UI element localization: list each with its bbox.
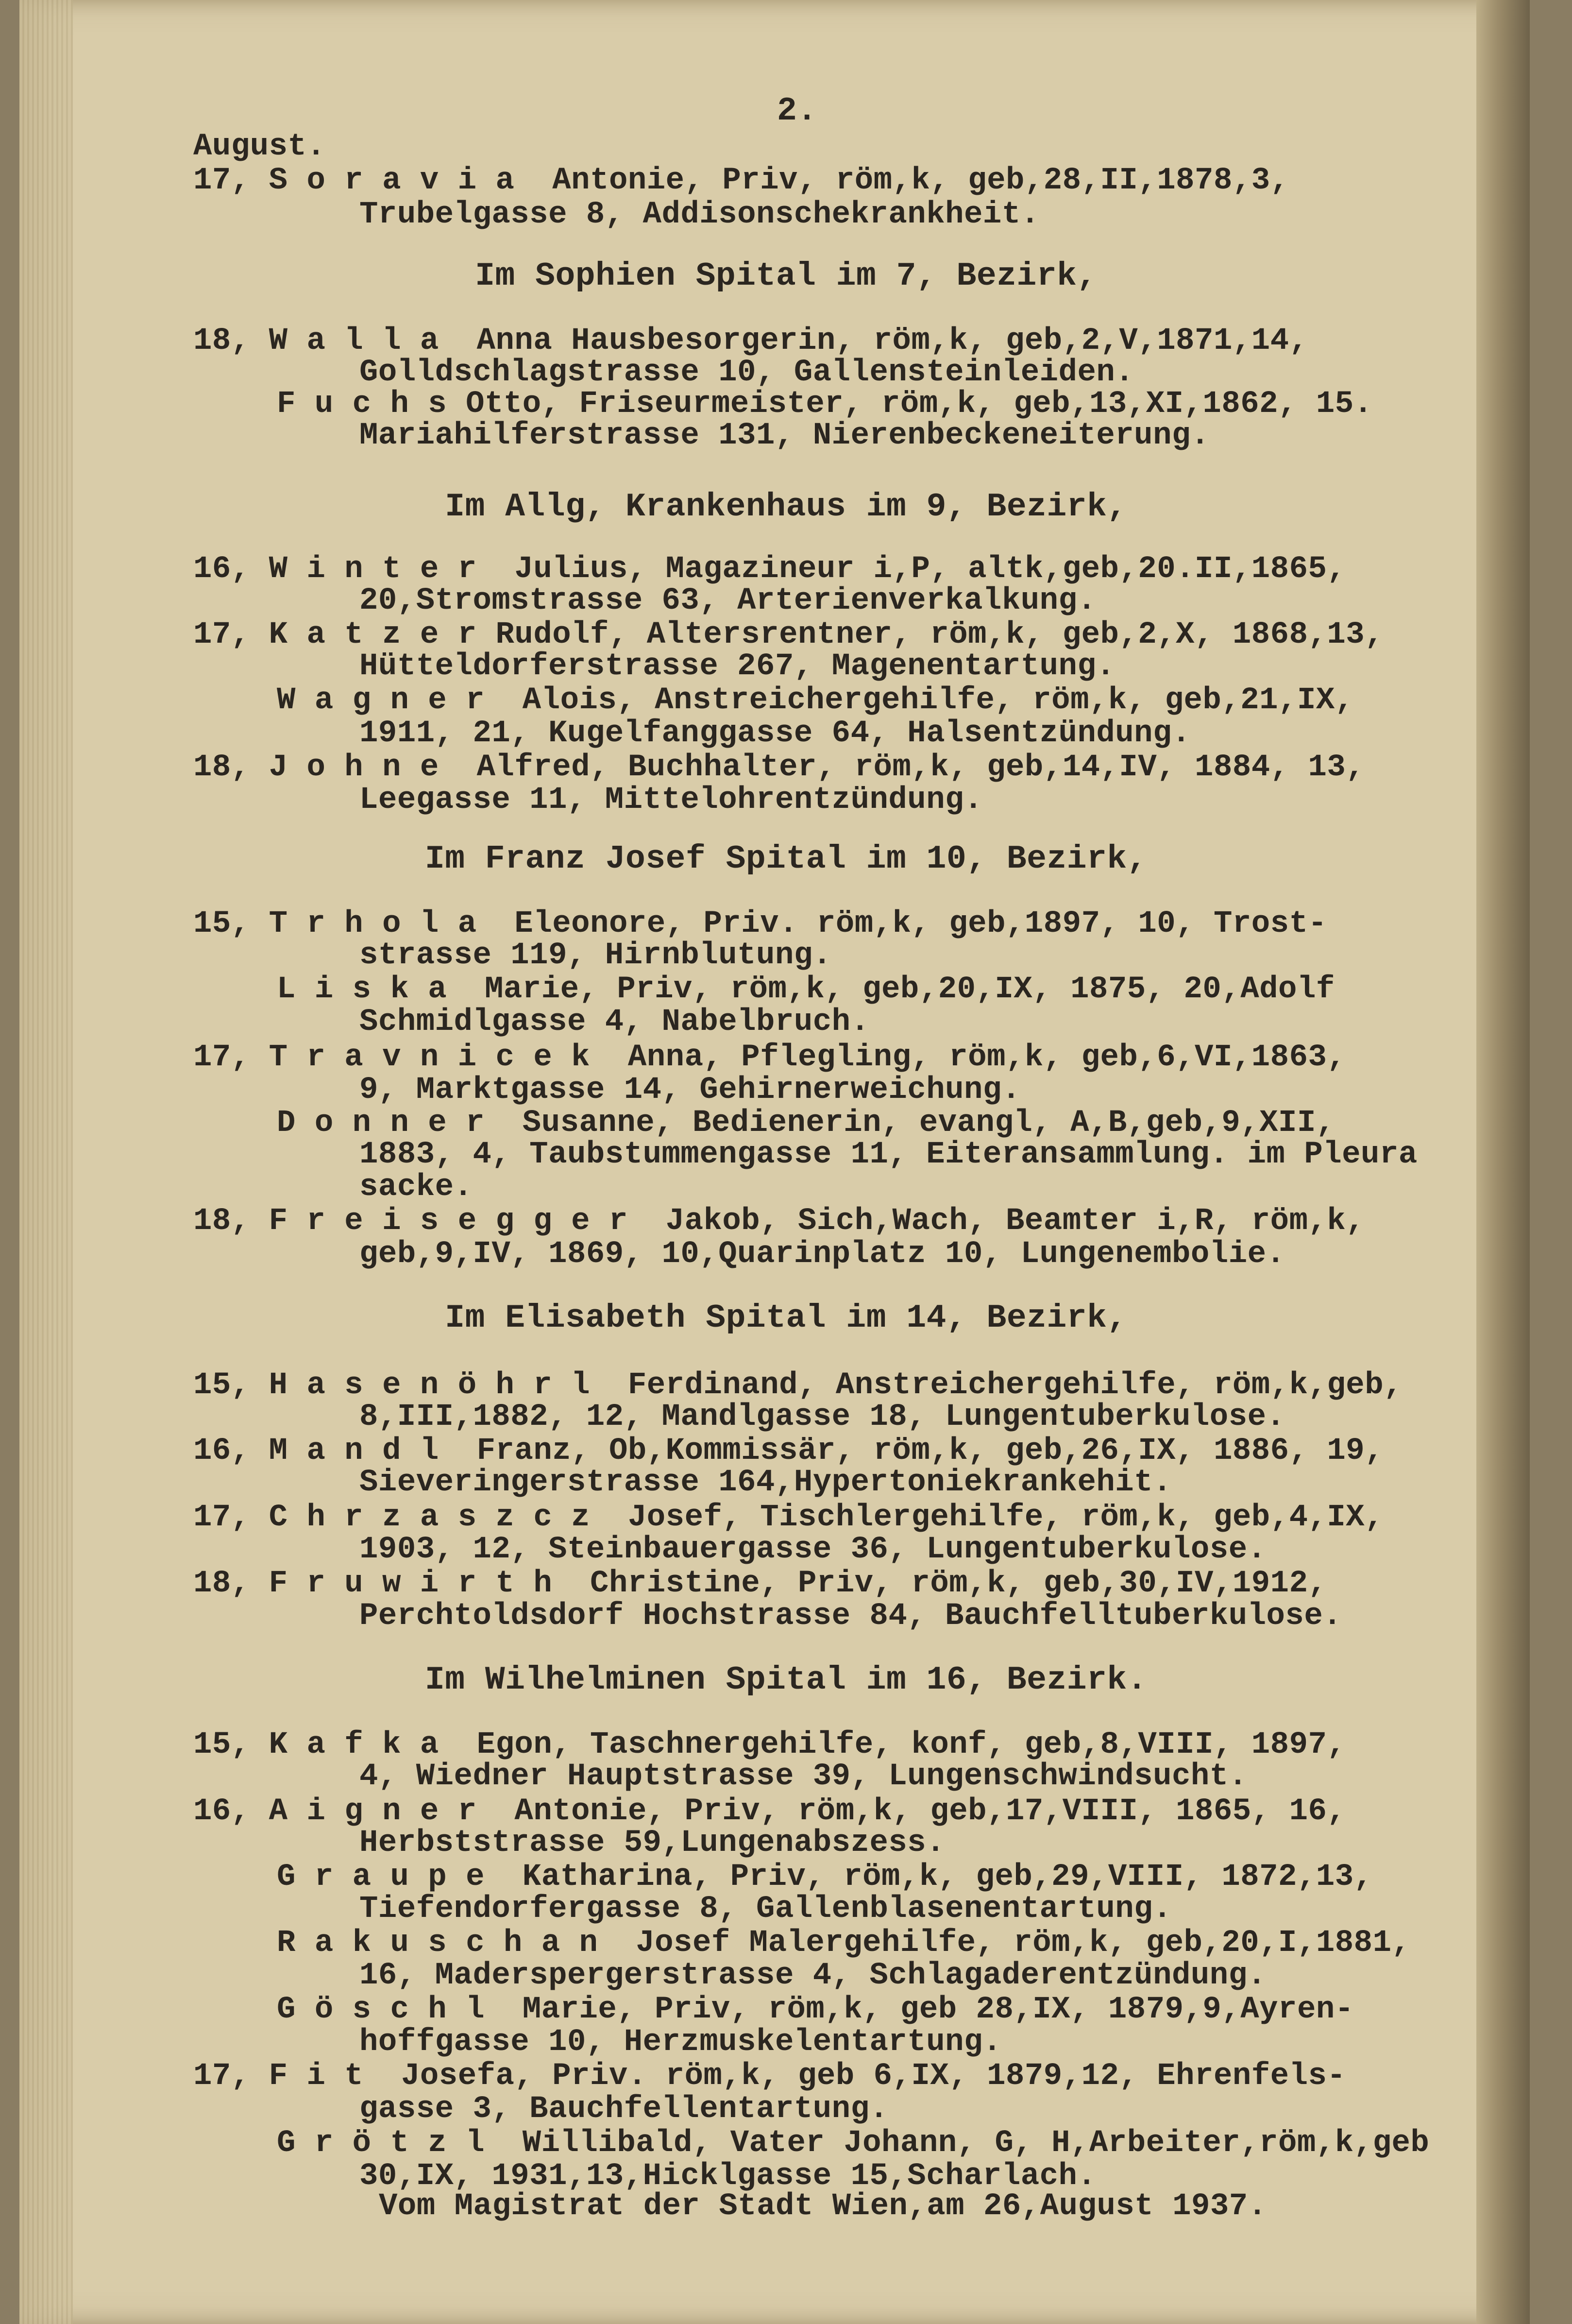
entry-line: 16, A i g n e r Antonie, Priv, röm,k, geb,17,VIII, 1865, 16, bbox=[193, 1794, 1346, 1829]
entry-line: 16, M a n d l Franz, Ob,Kommissär, röm,k, geb,26,IX, 1886, 19, bbox=[193, 1434, 1384, 1469]
entry-line: 18, J o h n e Alfred, Buchhalter, röm,k, geb,14,IV, 1884, 13, bbox=[193, 750, 1365, 785]
entry-line: Leegasse 11, Mittelohrentzündung. bbox=[359, 783, 983, 818]
entry-line: 1903, 12, Steinbauergasse 36, Lungentuberkulose. bbox=[359, 1532, 1267, 1567]
entry-line: 1911, 21, Kugelfanggasse 64, Halsentzündung. bbox=[359, 716, 1191, 751]
entry-line: 16, W i n t e r Julius, Magazineur i,P, altk,geb,20.II,1865, bbox=[193, 552, 1346, 587]
entry-line: 18, W a l l a Anna Hausbesorgerin, röm,k, geb,2,V,1871,14, bbox=[193, 324, 1308, 359]
entry-line: 18, F r u w i r t h Christine, Priv, röm,k, geb,30,IV,1912, bbox=[193, 1566, 1327, 1601]
entry-line: G ö s c h l Marie, Priv, röm,k, geb 28,IX, 1879,9,Ayren- bbox=[277, 1992, 1354, 2027]
entry-line: Mariahilferstrasse 131, Nierenbeckeneiterung. bbox=[359, 418, 1210, 453]
entry-line: 17, F i t Josefa, Priv. röm,k, geb 6,IX, 1879,12, Ehrenfels- bbox=[193, 2059, 1346, 2094]
entry-line: sacke. bbox=[359, 1170, 473, 1205]
entry-line: Trubelgasse 8, Addisonschekrankheit. bbox=[359, 197, 1040, 232]
entry-line: gasse 3, Bauchfellentartung. bbox=[359, 2092, 889, 2127]
entry-line: 17, K a t z e r Rudolf, Altersrentner, röm,k, geb,2,X, 1868,13, bbox=[193, 617, 1384, 652]
entry-line: 20,Stromstrasse 63, Arterienverkalkung. bbox=[359, 583, 1097, 618]
entry-line: hoffgasse 10, Herzmuskelentartung. bbox=[359, 2025, 1002, 2060]
entry-line: Herbststrasse 59,Lungenabszess. bbox=[359, 1826, 946, 1861]
entry-line: Hütteldorferstrasse 267, Magenentartung. bbox=[359, 649, 1116, 684]
section-heading: Im Elisabeth Spital im 14, Bezirk, bbox=[445, 1299, 1127, 1337]
entry-line: 15, H a s e n ö h r l Ferdinand, Anstreichergehilfe, röm,k,geb, bbox=[193, 1368, 1403, 1403]
entry-line: L i s k a Marie, Priv, röm,k, geb,20,IX, 1875, 20,Adolf bbox=[277, 972, 1335, 1007]
entry-line: G r ö t z l Willibald, Vater Johann, G, H,Arbeiter,röm,k,geb bbox=[277, 2126, 1430, 2161]
entry-line: W a g n e r Alois, Anstreichergehilfe, röm,k, geb,21,IX, bbox=[277, 683, 1354, 718]
entry-line: geb,9,IV, 1869, 10,Quarinplatz 10, Lungenembolie. bbox=[359, 1237, 1285, 1272]
entry-line: 17, C h r z a s z c z Josef, Tischlergehilfe, röm,k, geb,4,IX, bbox=[193, 1500, 1384, 1535]
entry-line: Schmidlgasse 4, Nabelbruch. bbox=[359, 1005, 870, 1040]
entry-line: 1883, 4, Taubstummengasse 11, Eiteransammlung. im Pleura bbox=[359, 1137, 1418, 1172]
entry-line: 18, F r e i s e g g e r Jakob, Sich,Wach, Beamter i,R, röm,k, bbox=[193, 1204, 1365, 1239]
closing-line: Vom Magistrat der Stadt Wien,am 26,August 1937. bbox=[379, 2189, 1267, 2224]
entry-line: 8,III,1882, 12, Mandlgasse 18, Lungentuberkulose. bbox=[359, 1400, 1285, 1435]
entry-line: 17, S o r a v i a Antonie, Priv, röm,k, geb,28,II,1878,3, bbox=[193, 163, 1289, 198]
entry-line: Perchtoldsdorf Hochstrasse 84, Bauchfelltuberkulose. bbox=[359, 1599, 1342, 1634]
entry-line: 4, Wiedner Hauptstrasse 39, Lungenschwindsucht. bbox=[359, 1759, 1248, 1794]
entry-line: strasse 119, Hirnblutung. bbox=[359, 938, 832, 973]
month-heading: August. bbox=[193, 129, 326, 164]
page-number: 2. bbox=[777, 92, 817, 130]
entry-line: 16, Maderspergerstrasse 4, Schlagaderentzündung. bbox=[359, 1958, 1267, 1993]
section-heading: Im Wilhelminen Spital im 16, Bezirk. bbox=[424, 1661, 1148, 1699]
section-heading: Im Allg, Krankenhaus im 9, Bezirk, bbox=[445, 488, 1127, 526]
entry-line: Sieveringerstrasse 164,Hypertoniekrankehit. bbox=[359, 1465, 1172, 1500]
entry-line: F u c h s Otto, Friseurmeister, röm,k, geb,13,XI,1862, 15. bbox=[277, 387, 1373, 422]
entry-line: 15, T r h o l a Eleonore, Priv. röm,k, geb,1897, 10, Trost- bbox=[193, 906, 1327, 941]
entry-line: 9, Marktgasse 14, Gehirnerweichung. bbox=[359, 1073, 1021, 1108]
section-heading: Im Franz Josef Spital im 10, Bezirk, bbox=[424, 840, 1148, 878]
entry-line: D o n n e r Susanne, Bedienerin, evangl, A,B,geb,9,XII, bbox=[277, 1106, 1335, 1141]
entry-line: 17, T r a v n i c e k Anna, Pflegling, röm,k, geb,6,VI,1863, bbox=[193, 1040, 1346, 1075]
entry-line: Tiefendorfergasse 8, Gallenblasenentartung. bbox=[359, 1892, 1172, 1927]
entry-line: Golldschlagstrasse 10, Gallensteinleiden. bbox=[359, 355, 1134, 390]
entry-line: G r a u p e Katharina, Priv, röm,k, geb,29,VIII, 1872,13, bbox=[277, 1860, 1373, 1895]
entry-line: 15, K a f k a Egon, Taschnergehilfe, konf, geb,8,VIII, 1897, bbox=[193, 1727, 1346, 1762]
section-heading: Im Sophien Spital im 7, Bezirk, bbox=[475, 257, 1097, 295]
entry-line: 30,IX, 1931,13,Hicklgasse 15,Scharlach. bbox=[359, 2159, 1097, 2194]
entry-line: R a k u s c h a n Josef Malergehilfe, röm,k, geb,20,I,1881, bbox=[277, 1926, 1411, 1961]
